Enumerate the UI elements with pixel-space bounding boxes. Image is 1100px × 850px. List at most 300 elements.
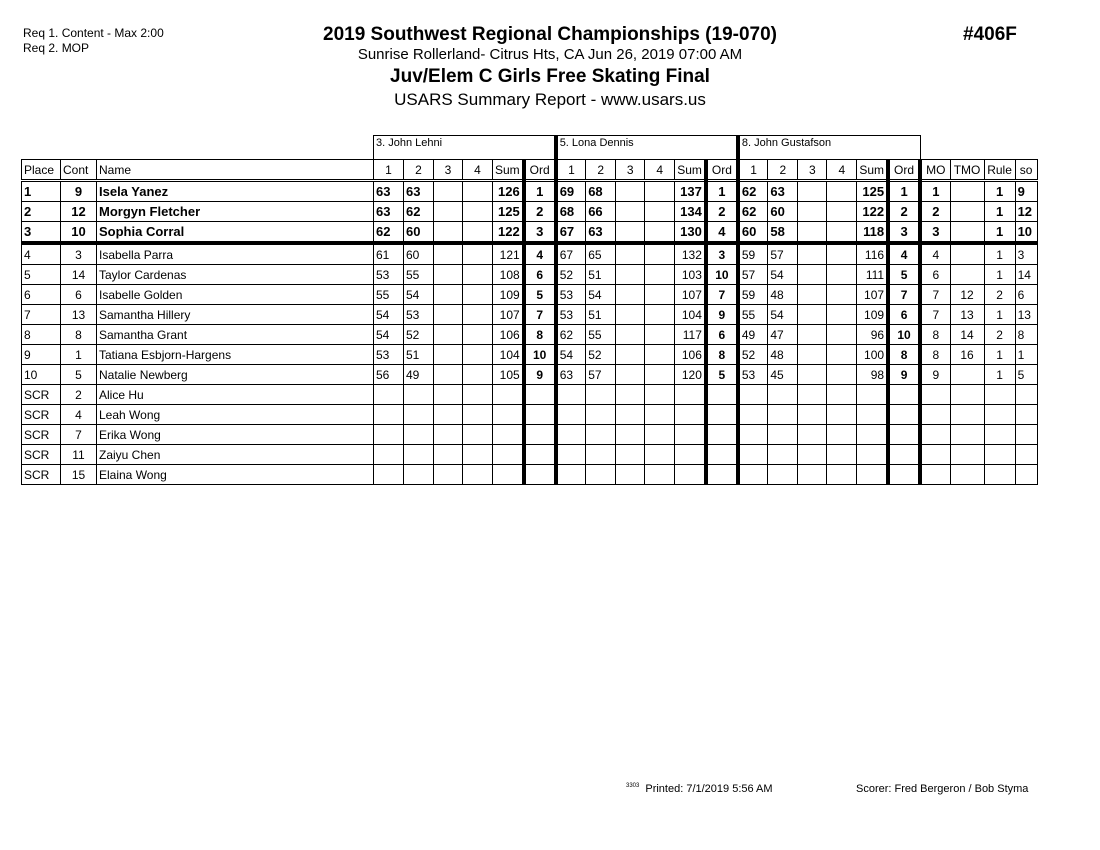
score-cell: 54 [768, 265, 798, 285]
ord-cell: 4 [888, 243, 920, 265]
score-cell: 63 [586, 222, 616, 244]
event-name: Juv/Elem C Girls Free Skating Final [390, 66, 710, 87]
score-cell [645, 243, 675, 265]
score-cell: 55 [404, 265, 434, 285]
sum-cell: 106 [675, 345, 706, 365]
score-cell: 52 [738, 345, 768, 365]
score-cell [768, 385, 798, 405]
place-cell: 2 [22, 202, 61, 222]
score-cell [738, 405, 768, 425]
event-code: #406F [963, 24, 1017, 45]
score-cell [463, 202, 493, 222]
score-cell: 54 [768, 305, 798, 325]
place-cell: SCR [22, 405, 61, 425]
score-cell [827, 365, 857, 385]
score-cell: 59 [738, 243, 768, 265]
name-cell: Isela Yanez [97, 181, 374, 202]
header-rule: Rule [984, 160, 1015, 181]
score-cell [827, 465, 857, 485]
ord-cell [888, 405, 920, 425]
tmo-cell [950, 181, 984, 202]
ord-cell: 5 [706, 365, 738, 385]
score-cell [827, 305, 857, 325]
header-cont: Cont [61, 160, 97, 181]
score-cell [463, 365, 493, 385]
rule-cell [984, 445, 1015, 465]
rule-cell: 1 [984, 365, 1015, 385]
place-cell: 8 [22, 325, 61, 345]
place-cell: 7 [22, 305, 61, 325]
score-cell [463, 243, 493, 265]
sum-cell: 126 [493, 181, 524, 202]
place-cell: 1 [22, 181, 61, 202]
score-cell: 51 [586, 265, 616, 285]
score-cell [738, 445, 768, 465]
score-cell [374, 425, 404, 445]
table-row [22, 305, 1038, 325]
score-cell [434, 202, 463, 222]
sum-cell: 132 [675, 243, 706, 265]
sum-cell: 100 [857, 345, 888, 365]
tmo-cell [950, 465, 984, 485]
ord-cell: 3 [524, 222, 556, 244]
score-cell [586, 425, 616, 445]
ord-cell: 5 [524, 285, 556, 305]
page-title: 2019 Southwest Regional Championships (19-070) [323, 24, 777, 45]
so-cell: 9 [1015, 181, 1037, 202]
score-cell [434, 305, 463, 325]
sum-cell: 109 [493, 285, 524, 305]
ord-cell [706, 465, 738, 485]
rule-cell: 1 [984, 305, 1015, 325]
score-cell [463, 445, 493, 465]
header-judge-col: Ord [888, 160, 920, 181]
sum-cell: 118 [857, 222, 888, 244]
footer-code: 3303 [626, 783, 640, 789]
score-cell [556, 425, 586, 445]
mo-cell: 6 [920, 265, 950, 285]
score-cell [738, 465, 768, 485]
cont-cell: 5 [61, 365, 97, 385]
name-cell: Zaiyu Chen [97, 445, 374, 465]
score-cell: 67 [556, 222, 586, 244]
name-cell: Alice Hu [97, 385, 374, 405]
score-cell [645, 405, 675, 425]
score-cell: 66 [586, 202, 616, 222]
score-cell: 69 [556, 181, 586, 202]
so-cell: 13 [1015, 305, 1037, 325]
so-cell: 6 [1015, 285, 1037, 305]
ord-cell: 2 [706, 202, 738, 222]
rule-cell: 1 [984, 265, 1015, 285]
ord-cell [524, 425, 556, 445]
score-cell: 54 [556, 345, 586, 365]
table-row [22, 445, 1038, 465]
score-cell: 62 [556, 325, 586, 345]
ord-cell: 3 [706, 243, 738, 265]
ord-cell: 10 [706, 265, 738, 285]
score-cell [645, 285, 675, 305]
ord-cell [524, 405, 556, 425]
rule-cell: 2 [984, 285, 1015, 305]
so-cell: 10 [1015, 222, 1037, 244]
header-name: Name [97, 160, 374, 181]
name-cell: Natalie Newberg [97, 365, 374, 385]
score-cell [616, 305, 645, 325]
sum-cell: 107 [857, 285, 888, 305]
score-cell [645, 202, 675, 222]
score-cell [645, 445, 675, 465]
mo-cell: 7 [920, 305, 950, 325]
name-cell: Morgyn Fletcher [97, 202, 374, 222]
ord-cell: 6 [706, 325, 738, 345]
table-row [22, 243, 1038, 265]
tmo-cell [950, 405, 984, 425]
cont-cell: 7 [61, 425, 97, 445]
header-judge-col: 3 [616, 160, 645, 181]
mo-cell: 7 [920, 285, 950, 305]
report-name: USARS Summary Report - www.usars.us [394, 90, 706, 109]
cont-cell: 10 [61, 222, 97, 244]
score-cell: 54 [374, 325, 404, 345]
score-cell [738, 385, 768, 405]
sum-cell [857, 465, 888, 485]
mo-cell [920, 465, 950, 485]
mo-cell [920, 425, 950, 445]
score-cell: 52 [404, 325, 434, 345]
ord-cell: 9 [888, 365, 920, 385]
score-cell [616, 385, 645, 405]
score-cell: 53 [374, 265, 404, 285]
score-cell [434, 243, 463, 265]
ord-cell [524, 465, 556, 485]
score-cell: 51 [586, 305, 616, 325]
rule-cell [984, 465, 1015, 485]
column-header-row [22, 160, 1038, 181]
place-cell: SCR [22, 465, 61, 485]
tmo-cell [950, 243, 984, 265]
score-cell: 56 [374, 365, 404, 385]
score-cell [827, 445, 857, 465]
score-cell [827, 325, 857, 345]
sum-cell [857, 425, 888, 445]
sum-cell: 98 [857, 365, 888, 385]
table-row [22, 325, 1038, 345]
score-cell [798, 385, 827, 405]
ord-cell: 7 [888, 285, 920, 305]
sum-cell: 121 [493, 243, 524, 265]
place-cell: SCR [22, 445, 61, 465]
sum-cell: 117 [675, 325, 706, 345]
header-judge-col: 2 [768, 160, 798, 181]
table-row [22, 425, 1038, 445]
score-cell [463, 405, 493, 425]
score-cell: 55 [586, 325, 616, 345]
ord-cell: 2 [888, 202, 920, 222]
rule-cell [984, 385, 1015, 405]
header-judge-col: Ord [524, 160, 556, 181]
score-cell [556, 405, 586, 425]
mo-cell: 8 [920, 325, 950, 345]
cont-cell: 6 [61, 285, 97, 305]
score-cell [798, 265, 827, 285]
score-cell [616, 445, 645, 465]
mo-cell: 4 [920, 243, 950, 265]
sum-cell [493, 465, 524, 485]
mo-cell: 8 [920, 345, 950, 365]
table-row [22, 181, 1038, 202]
tmo-cell [950, 202, 984, 222]
mo-cell [920, 445, 950, 465]
score-cell [434, 405, 463, 425]
score-cell [645, 385, 675, 405]
score-cell: 54 [586, 285, 616, 305]
score-cell [463, 465, 493, 485]
score-cell [798, 202, 827, 222]
tmo-cell: 16 [950, 345, 984, 365]
ord-cell: 10 [888, 325, 920, 345]
score-cell: 52 [586, 345, 616, 365]
sum-cell [493, 385, 524, 405]
tmo-cell [950, 265, 984, 285]
sum-cell: 116 [857, 243, 888, 265]
sum-cell: 134 [675, 202, 706, 222]
header-so: so [1015, 160, 1037, 181]
cont-cell: 15 [61, 465, 97, 485]
cont-cell: 13 [61, 305, 97, 325]
score-cell [556, 445, 586, 465]
ord-cell: 6 [888, 305, 920, 325]
score-cell [616, 345, 645, 365]
header-place: Place [22, 160, 61, 181]
score-cell: 45 [768, 365, 798, 385]
ord-cell [888, 465, 920, 485]
so-cell: 3 [1015, 243, 1037, 265]
sum-cell: 130 [675, 222, 706, 244]
mo-cell: 1 [920, 181, 950, 202]
scorer: Scorer: Fred Bergeron / Bob Styma [856, 783, 1029, 795]
header-judge-col: 1 [374, 160, 404, 181]
sum-cell: 122 [857, 202, 888, 222]
score-cell [556, 465, 586, 485]
score-cell [463, 425, 493, 445]
judge-name: 5. Lona Dennis [556, 136, 738, 160]
rule-cell: 1 [984, 181, 1015, 202]
tmo-cell [950, 385, 984, 405]
score-cell [463, 222, 493, 244]
ord-cell [888, 385, 920, 405]
score-cell: 67 [556, 243, 586, 265]
score-cell: 51 [404, 345, 434, 365]
header-judge-col: Sum [675, 160, 706, 181]
score-cell [645, 305, 675, 325]
score-cell [434, 445, 463, 465]
header-judge-col: Ord [706, 160, 738, 181]
mo-cell: 2 [920, 202, 950, 222]
sum-cell: 111 [857, 265, 888, 285]
cont-cell: 2 [61, 385, 97, 405]
header-judge-col: 2 [586, 160, 616, 181]
score-cell [798, 181, 827, 202]
sum-cell [857, 385, 888, 405]
score-cell [827, 222, 857, 244]
score-cell [645, 345, 675, 365]
ord-cell: 7 [524, 305, 556, 325]
header-judge-col: 1 [556, 160, 586, 181]
header-judge-col: 4 [827, 160, 857, 181]
score-cell: 53 [374, 345, 404, 365]
header-judge-col: 3 [798, 160, 827, 181]
cont-cell: 4 [61, 405, 97, 425]
cont-cell: 3 [61, 243, 97, 265]
score-cell: 55 [374, 285, 404, 305]
sum-cell: 120 [675, 365, 706, 385]
score-cell [586, 385, 616, 405]
score-cell: 52 [556, 265, 586, 285]
score-cell [374, 465, 404, 485]
score-cell [374, 445, 404, 465]
ord-cell [524, 385, 556, 405]
header-judge-col: 1 [738, 160, 768, 181]
score-cell [616, 265, 645, 285]
ord-cell [888, 445, 920, 465]
so-cell: 8 [1015, 325, 1037, 345]
judge-name: 3. John Lehni [374, 136, 556, 160]
score-cell [768, 465, 798, 485]
ord-cell: 2 [524, 202, 556, 222]
tmo-cell: 14 [950, 325, 984, 345]
tmo-cell: 12 [950, 285, 984, 305]
ord-cell: 1 [888, 181, 920, 202]
score-cell [798, 345, 827, 365]
score-cell [404, 405, 434, 425]
so-cell [1015, 385, 1037, 405]
so-cell [1015, 445, 1037, 465]
so-cell: 1 [1015, 345, 1037, 365]
results-table [21, 135, 1038, 485]
score-cell: 68 [556, 202, 586, 222]
ord-cell: 8 [524, 325, 556, 345]
ord-cell: 1 [524, 181, 556, 202]
location-date: Sunrise Rollerland- Citrus Hts, CA Jun 26, 2019 07:00 AM [357, 46, 743, 63]
rule-cell: 2 [984, 325, 1015, 345]
score-cell [798, 365, 827, 385]
sum-cell: 107 [493, 305, 524, 325]
score-cell [827, 243, 857, 265]
score-cell [645, 325, 675, 345]
sum-cell: 125 [857, 181, 888, 202]
score-cell: 63 [374, 181, 404, 202]
score-cell [616, 405, 645, 425]
score-cell [556, 385, 586, 405]
table-row [22, 202, 1038, 222]
printed-date: $^{3303}$ Printed: 7/1/2019 5:56 AM [626, 783, 773, 795]
score-cell [798, 222, 827, 244]
sum-cell [675, 405, 706, 425]
place-cell: SCR [22, 385, 61, 405]
so-cell: 5 [1015, 365, 1037, 385]
sum-cell: 103 [675, 265, 706, 285]
score-cell: 48 [768, 285, 798, 305]
name-cell: Taylor Cardenas [97, 265, 374, 285]
score-cell: 53 [556, 305, 586, 325]
name-cell: Samantha Hillery [97, 305, 374, 325]
mo-cell [920, 385, 950, 405]
sum-cell: 106 [493, 325, 524, 345]
score-cell [827, 181, 857, 202]
score-cell [463, 305, 493, 325]
score-cell [616, 243, 645, 265]
score-cell [616, 285, 645, 305]
score-cell [463, 385, 493, 405]
score-cell [404, 425, 434, 445]
header-judge-col: Sum [493, 160, 524, 181]
header-judge-col: 2 [404, 160, 434, 181]
sum-cell: 109 [857, 305, 888, 325]
mo-cell: 9 [920, 365, 950, 385]
ord-cell: 4 [706, 222, 738, 244]
ord-cell: 8 [706, 345, 738, 365]
score-cell [645, 222, 675, 244]
cont-cell: 8 [61, 325, 97, 345]
score-cell: 60 [404, 222, 434, 244]
score-cell [616, 465, 645, 485]
ord-cell: 9 [524, 365, 556, 385]
score-cell: 65 [586, 243, 616, 265]
score-cell [827, 425, 857, 445]
score-cell [434, 345, 463, 365]
name-cell: Samantha Grant [97, 325, 374, 345]
name-cell: Leah Wong [97, 405, 374, 425]
score-cell [827, 345, 857, 365]
ord-cell [706, 385, 738, 405]
score-cell [434, 385, 463, 405]
score-cell [404, 385, 434, 405]
sum-cell [857, 405, 888, 425]
score-cell [645, 465, 675, 485]
sum-cell: 137 [675, 181, 706, 202]
place-cell: 6 [22, 285, 61, 305]
score-cell [463, 345, 493, 365]
ord-cell: 10 [524, 345, 556, 365]
rule-cell: 1 [984, 345, 1015, 365]
score-cell [616, 202, 645, 222]
score-cell [798, 405, 827, 425]
sum-cell: 105 [493, 365, 524, 385]
header-judge-col: 3 [434, 160, 463, 181]
table-row [22, 405, 1038, 425]
name-cell: Isabelle Golden [97, 285, 374, 305]
score-cell: 62 [738, 181, 768, 202]
score-cell: 57 [738, 265, 768, 285]
cont-cell: 12 [61, 202, 97, 222]
so-cell [1015, 425, 1037, 445]
score-cell [616, 365, 645, 385]
rule-cell: 1 [984, 222, 1015, 244]
header-judge-col: 4 [645, 160, 675, 181]
score-cell [827, 265, 857, 285]
score-cell [616, 325, 645, 345]
sum-cell: 108 [493, 265, 524, 285]
score-cell [434, 425, 463, 445]
sum-cell [675, 425, 706, 445]
score-cell [827, 285, 857, 305]
score-cell: 47 [768, 325, 798, 345]
score-cell: 63 [768, 181, 798, 202]
ord-cell: 9 [706, 305, 738, 325]
cont-cell: 9 [61, 181, 97, 202]
score-cell [463, 325, 493, 345]
